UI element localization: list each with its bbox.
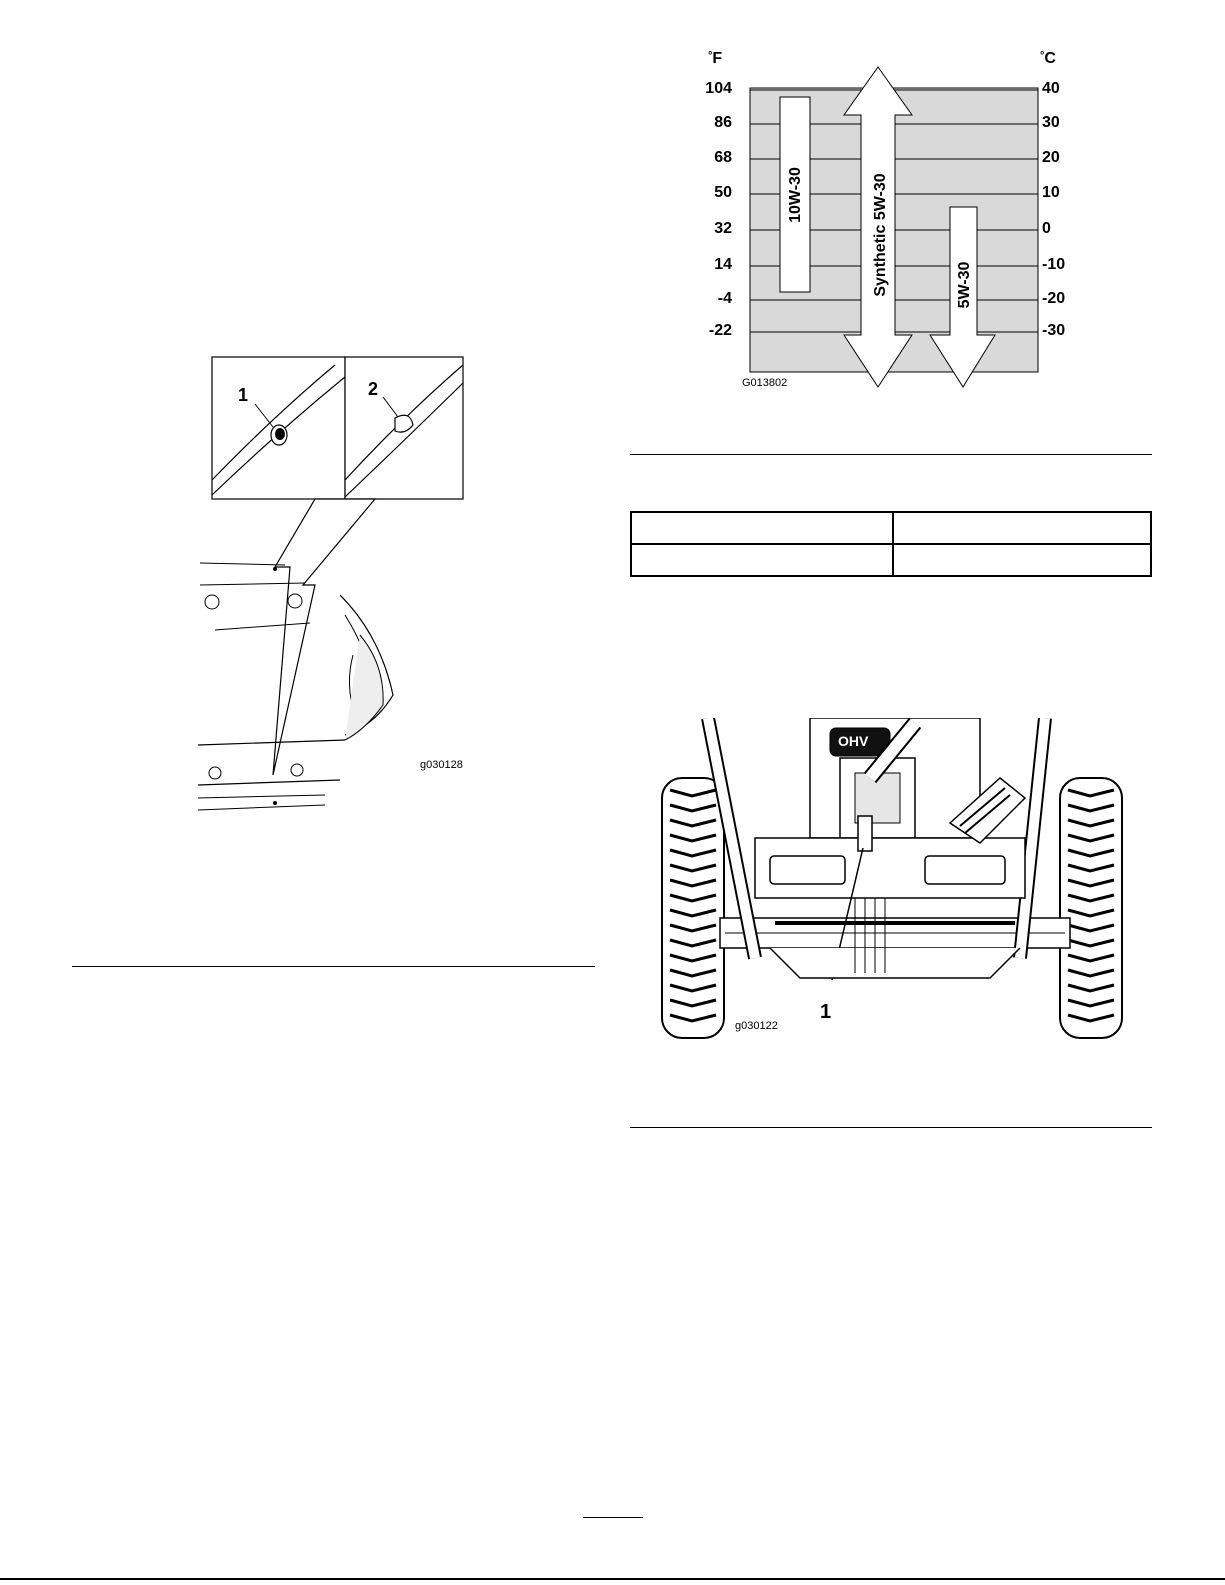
footer-rule [0, 1578, 1225, 1580]
tick-label-c: 10 [1042, 184, 1060, 201]
bar-label-10w30: 10W-30 [787, 167, 804, 223]
tick-label-c: -10 [1042, 256, 1066, 273]
page-number-underline [583, 1517, 643, 1518]
figure-code: g030128 [420, 759, 463, 771]
unit-celsius: °C [1040, 50, 1056, 67]
table-row [631, 512, 1151, 544]
degree-symbol: ° [1040, 50, 1045, 62]
tick-label-c: 0 [1042, 220, 1051, 237]
callout-1: 1 [820, 1001, 832, 1023]
tick-label-c: 20 [1042, 149, 1060, 166]
spec-table [630, 511, 1152, 577]
tick-label-f: -4 [717, 290, 732, 307]
tick-label-f: 68 [714, 149, 732, 166]
tick-label-f: 14 [714, 256, 732, 273]
tick-label-c: -20 [1042, 290, 1066, 307]
table-row [631, 544, 1151, 576]
tick-label-f: 32 [714, 220, 732, 237]
degree-symbol: ° [708, 50, 713, 62]
bar-label-5w30: 5W-30 [956, 261, 973, 309]
tick-label-f: -22 [708, 322, 732, 339]
snowthrower-illustration [660, 718, 1125, 1043]
chart-code: G013802 [742, 377, 788, 389]
tick-label-f: 86 [714, 114, 732, 131]
table-cell [631, 544, 893, 576]
bar-label-synthetic-5w30: Synthetic 5W-30 [872, 173, 889, 297]
table-cell [893, 512, 1151, 544]
figure-code: g030122 [735, 1020, 778, 1032]
table-cell [893, 544, 1151, 576]
tick-label-c: 30 [1042, 114, 1060, 131]
divider-left [72, 966, 595, 967]
engine-label: OHV [838, 733, 869, 749]
tick-label-f: 50 [714, 184, 732, 201]
figure-skid-shoe [195, 355, 495, 825]
oil-viscosity-chart [690, 45, 1080, 405]
callout-1: 1 [238, 385, 249, 405]
unit-fahrenheit: °F [708, 50, 723, 67]
tick-label-c: 40 [1042, 80, 1060, 97]
figure-snowthrower-rear [660, 718, 1125, 1043]
divider-right-2 [630, 1127, 1152, 1128]
chart-svg [690, 45, 1080, 405]
skid-shoe-illustration [195, 355, 495, 825]
tick-label-f: 104 [705, 80, 732, 97]
tick-label-c: -30 [1042, 322, 1066, 339]
table-cell [631, 512, 893, 544]
divider-right-1 [630, 454, 1152, 455]
callout-2: 2 [368, 379, 379, 399]
